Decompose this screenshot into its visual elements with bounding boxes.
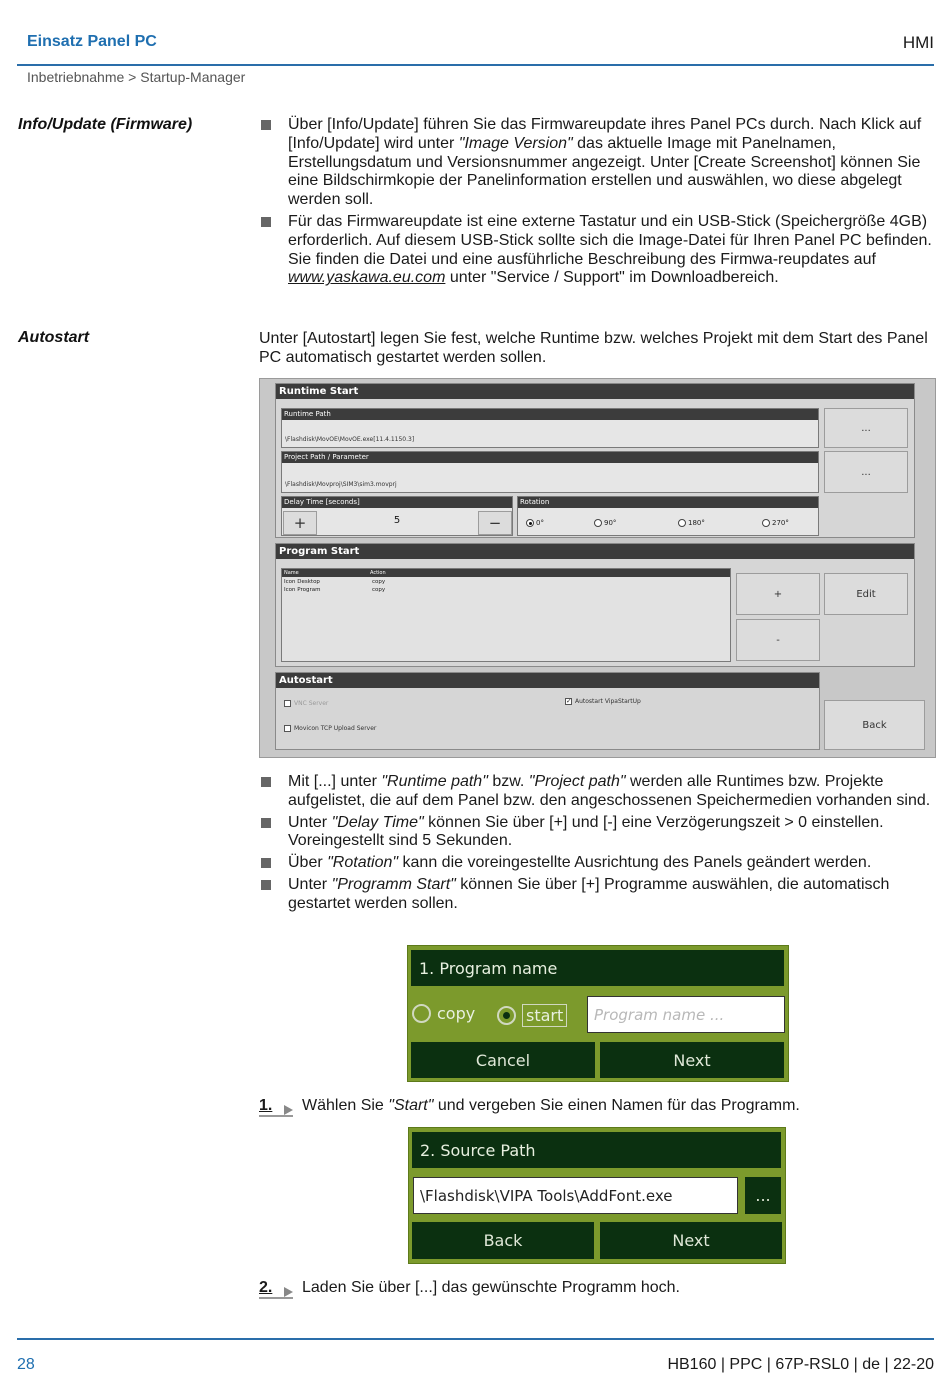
rotation-field (517, 496, 819, 536)
delay-value: 5 (393, 515, 401, 526)
panel-title: Runtime Start (276, 384, 914, 399)
step-2 (259, 1279, 939, 1301)
runtime-path-field[interactable] (281, 408, 819, 448)
field-label: Rotation (518, 497, 818, 508)
source-path-input[interactable]: \Flashdisk\VIPA Tools\AddFont.exe (413, 1177, 738, 1214)
header-divider (17, 64, 934, 66)
program-add-button[interactable]: + (736, 573, 820, 615)
step-text: Laden Sie über [...] das gewünschte Programm hoch. (302, 1279, 680, 1296)
bullet-icon (261, 120, 271, 130)
dialog-title: 1. Program name (411, 950, 784, 986)
table-row[interactable]: Icon Desktop copy (284, 579, 386, 585)
field-value: \Flashdisk\MovOE\MovOE.exe[11.4.1150.3] (285, 436, 415, 443)
autostart-intro: Unter [Autostart] legen Sie fest, welche Runtime bzw. welches Projekt mit dem Start des Panel PC automatisch gestartet werden sollen. (259, 330, 928, 366)
website-link[interactable]: www.yaskawa.eu.com (288, 269, 446, 287)
autostart-panel (275, 672, 820, 750)
panel-title: Program Start (276, 544, 914, 559)
program-name-dialog (407, 945, 789, 1082)
col-name-header: Name (284, 570, 299, 576)
runtime-start-panel (275, 383, 915, 538)
table-row[interactable]: Icon Program copy (284, 587, 386, 593)
section-label-autostart: Autostart (18, 329, 90, 346)
copy-radio[interactable]: copy (412, 1004, 475, 1023)
document-id: HB160 | PPC | 67P-RSL0 | de | 22-20 (667, 1356, 934, 1373)
section-label-info: Info/Update (Firmware) (18, 116, 193, 133)
bullet-icon (261, 858, 271, 868)
program-list-header (282, 569, 730, 577)
field-label: Runtime Path (282, 409, 818, 420)
info-bullet-list (259, 116, 939, 291)
step-number: 2. (259, 1279, 273, 1296)
step-arrow-icon (284, 1287, 293, 1297)
step-number: 1. (259, 1097, 273, 1114)
dialog-title: 2. Source Path (412, 1132, 781, 1168)
start-radio[interactable]: start (497, 1004, 567, 1027)
step-1 (259, 1097, 939, 1119)
vipa-startup-checkbox[interactable]: ✓ Autostart VipaStartUp (566, 697, 641, 705)
rotation-270-radio[interactable]: 270° (762, 519, 789, 527)
text: Für das Firmwareupdate ist eine externe Tastatur und ein USB-Stick (Speichergröße 4GB) erforderlich. Auf diesem USB-Stick sollte sich die Image-Datei für Ihren Panel PC befinden. Sie finden die Datei und eine ausführliche Beschreibung des Firmwa-reupdates auf (288, 212, 932, 268)
col-action-header: Action (370, 570, 386, 576)
bullet-icon (261, 777, 271, 787)
tcp-upload-checkbox[interactable]: Movicon TCP Upload Server (284, 725, 376, 732)
footer-divider (17, 1338, 934, 1340)
browse-button[interactable]: ... (745, 1177, 781, 1214)
list-item (259, 116, 939, 210)
list-item: Mit [...] unter "Runtime path" bzw. "Project path" werden alle Runtimes bzw. Projekte aufgelistet, die auf dem Panel bzw. den angeschossenen Speichermedien vorhanden sind. (259, 773, 939, 811)
field-value: \Flashdisk\Movproj\SIM3\sim3.movprj (285, 481, 397, 488)
rotation-180-radio[interactable]: 180° (678, 519, 705, 527)
panel-title: Autostart (276, 673, 819, 688)
vnc-server-checkbox[interactable]: VNC Server (284, 700, 328, 707)
list-item: Unter "Delay Time" können Sie über [+] und [-] eine Verzögerungszeit > 0 einstellen. Voreingestellt sind 5 Sekunden. (259, 814, 939, 852)
project-path-field[interactable] (281, 451, 819, 493)
source-path-dialog (408, 1127, 786, 1264)
program-start-panel (275, 543, 915, 667)
delay-time-field (281, 496, 513, 536)
field-label: Project Path / Parameter (282, 452, 818, 463)
text: Über [Info/Update] führen Sie das Firmwareupdate ihres Panel PCs durch. Nach Klick auf [Info/Update] wird unter (288, 116, 922, 152)
breadcrumb: Inbetriebnahme > Startup-Manager (27, 69, 246, 85)
program-list[interactable] (281, 568, 731, 662)
list-item: Unter "Programm Start" können Sie über [+] Programme auswählen, die automatisch gestartet werden sollen. (259, 876, 939, 914)
step-underline (259, 1115, 293, 1117)
project-browse-button[interactable]: ... (824, 451, 908, 493)
header-title: Einsatz Panel PC (27, 33, 157, 50)
page-number: 28 (17, 1356, 35, 1373)
program-name-input[interactable]: Program name ... (587, 996, 785, 1033)
step-text: Wählen Sie "Start" und vergeben Sie einen Namen für das Programm. (302, 1097, 800, 1114)
field-label: Delay Time [seconds] (282, 497, 512, 508)
next-button[interactable]: Next (600, 1042, 784, 1078)
back-button[interactable]: Back (824, 700, 925, 750)
step-underline (259, 1297, 293, 1299)
autostart-bullet-list (259, 773, 939, 917)
program-remove-button[interactable]: - (736, 619, 820, 661)
header-section: HMI (902, 33, 934, 52)
list-item (259, 213, 939, 288)
runtime-browse-button[interactable]: ... (824, 408, 908, 448)
cancel-button[interactable]: Cancel (411, 1042, 595, 1078)
next-button[interactable]: Next (600, 1222, 782, 1259)
text: unter "Service / Support" im Downloadbereich. (445, 269, 779, 287)
program-edit-button[interactable]: Edit (824, 573, 908, 615)
delay-minus-button[interactable]: − (478, 511, 512, 535)
bullet-icon (261, 880, 271, 890)
bullet-icon (261, 217, 271, 227)
emphasis: "Image Version" (458, 134, 573, 152)
delay-plus-button[interactable]: + (283, 511, 317, 535)
startup-manager-screenshot (259, 378, 936, 758)
back-button[interactable]: Back (412, 1222, 594, 1259)
rotation-90-radio[interactable]: 90° (594, 519, 616, 527)
rotation-0-radio[interactable]: 0° (526, 519, 544, 527)
step-arrow-icon (284, 1105, 293, 1115)
list-item: Über "Rotation" kann die voreingestellte Ausrichtung des Panels geändert werden. (259, 854, 939, 873)
bullet-icon (261, 818, 271, 828)
text: das aktuelle Image mit Panelnamen, Erstellungsdatum und Versionsnummer angezeigt. Unter [Create Screenshot] können Sie eine Bildschirmkopie der Panelinformation erstellen und auswählen, wo diese abgelegt werden soll. (288, 134, 921, 209)
